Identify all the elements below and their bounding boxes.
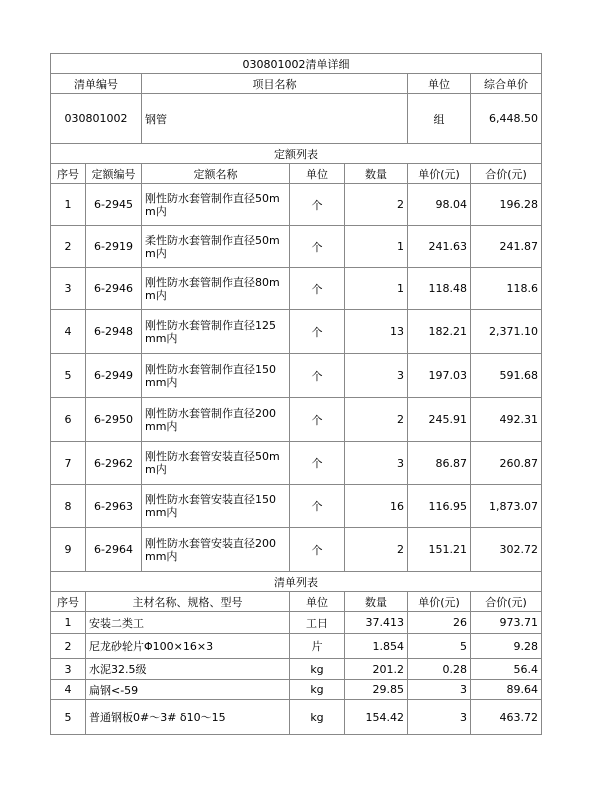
summary-price: 6,448.50: [471, 94, 542, 144]
quota-header-qty: 数量: [345, 164, 408, 184]
quota-price: 86.87: [408, 442, 471, 485]
quota-code: 6-2948: [86, 310, 142, 354]
quota-total: 492.31: [471, 398, 542, 442]
quota-no: 3: [51, 268, 86, 310]
quota-unit: 个: [290, 226, 345, 268]
quota-qty: 3: [345, 354, 408, 398]
quota-qty: 2: [345, 398, 408, 442]
quota-row: [51, 485, 542, 528]
quota-header-no: 序号: [51, 164, 86, 184]
material-price: 3: [408, 680, 471, 700]
material-section-row: [51, 572, 542, 592]
material-unit: kg: [290, 659, 345, 680]
material-total: 56.4: [471, 659, 542, 680]
quota-section-row: [51, 144, 542, 164]
material-qty: 1.854: [345, 634, 408, 659]
quota-header-unit: 单位: [290, 164, 345, 184]
material-header-total: 合价(元): [471, 592, 542, 612]
quota-header-price: 单价(元): [408, 164, 471, 184]
material-unit: kg: [290, 700, 345, 735]
quota-row: [51, 184, 542, 226]
quota-unit: 个: [290, 184, 345, 226]
quota-total: 1,873.07: [471, 485, 542, 528]
material-row: [51, 659, 542, 680]
quota-price: 118.48: [408, 268, 471, 310]
quota-name: 刚性防水套管安装直径150mm内: [142, 485, 290, 528]
quota-row: [51, 528, 542, 572]
quota-code: 6-2950: [86, 398, 142, 442]
quota-qty: 13: [345, 310, 408, 354]
quota-unit: 个: [290, 398, 345, 442]
material-qty: 201.2: [345, 659, 408, 680]
material-name: 安装二类工: [86, 612, 290, 634]
material-header-name: 主材名称、规格、型号: [86, 592, 290, 612]
header-unit: 单位: [408, 74, 471, 94]
quota-name: 刚性防水套管制作直径150mm内: [142, 354, 290, 398]
quota-price: 151.21: [408, 528, 471, 572]
quota-row: [51, 268, 542, 310]
material-name: 水泥32.5级: [86, 659, 290, 680]
material-name: 普通钢板0#～3# δ10～15: [86, 700, 290, 735]
quota-row: [51, 310, 542, 354]
quota-price: 182.21: [408, 310, 471, 354]
quota-no: 2: [51, 226, 86, 268]
quota-row: [51, 442, 542, 485]
quota-total: 260.87: [471, 442, 542, 485]
table-title: 030801002清单详细: [51, 54, 542, 74]
material-qty: 37.413: [345, 612, 408, 634]
quota-code: 6-2949: [86, 354, 142, 398]
quota-no: 8: [51, 485, 86, 528]
quota-row: [51, 398, 542, 442]
quota-no: 7: [51, 442, 86, 485]
detail-table: [50, 53, 542, 735]
quota-qty: 3: [345, 442, 408, 485]
quota-code: 6-2964: [86, 528, 142, 572]
quota-qty: 1: [345, 268, 408, 310]
summary-unit: 组: [408, 94, 471, 144]
quota-qty: 16: [345, 485, 408, 528]
material-total: 9.28: [471, 634, 542, 659]
summary-header-row: [51, 74, 542, 94]
quota-name: 柔性防水套管制作直径50mm内: [142, 226, 290, 268]
quota-no: 1: [51, 184, 86, 226]
quota-qty: 1: [345, 226, 408, 268]
material-unit: 片: [290, 634, 345, 659]
material-no: 1: [51, 612, 86, 634]
quota-unit: 个: [290, 528, 345, 572]
material-no: 5: [51, 700, 86, 735]
quota-no: 6: [51, 398, 86, 442]
quota-row: [51, 226, 542, 268]
quota-name: 刚性防水套管安装直径200mm内: [142, 528, 290, 572]
quota-total: 302.72: [471, 528, 542, 572]
quota-header-name: 定额名称: [142, 164, 290, 184]
quota-code: 6-2919: [86, 226, 142, 268]
material-no: 4: [51, 680, 86, 700]
material-row: [51, 612, 542, 634]
quota-header-code: 定额编号: [86, 164, 142, 184]
quota-code: 6-2945: [86, 184, 142, 226]
material-header-unit: 单位: [290, 592, 345, 612]
quota-name: 刚性防水套管制作直径80mm内: [142, 268, 290, 310]
material-section-title: 清单列表: [51, 572, 542, 592]
material-total: 89.64: [471, 680, 542, 700]
material-qty: 29.85: [345, 680, 408, 700]
quota-header-total: 合价(元): [471, 164, 542, 184]
quota-code: 6-2963: [86, 485, 142, 528]
quota-section-title: 定额列表: [51, 144, 542, 164]
header-project-name: 项目名称: [142, 74, 408, 94]
quota-unit: 个: [290, 310, 345, 354]
summary-row: [51, 94, 542, 144]
quota-total: 2,371.10: [471, 310, 542, 354]
quota-name: 刚性防水套管制作直径50mm内: [142, 184, 290, 226]
quota-price: 197.03: [408, 354, 471, 398]
material-unit: 工日: [290, 612, 345, 634]
material-price: 0.28: [408, 659, 471, 680]
quota-name: 刚性防水套管制作直径200mm内: [142, 398, 290, 442]
header-composite-price: 综合单价: [471, 74, 542, 94]
material-qty: 154.42: [345, 700, 408, 735]
quota-name: 刚性防水套管制作直径125mm内: [142, 310, 290, 354]
material-total: 973.71: [471, 612, 542, 634]
material-unit: kg: [290, 680, 345, 700]
quota-no: 5: [51, 354, 86, 398]
material-no: 3: [51, 659, 86, 680]
quota-header-row: [51, 164, 542, 184]
summary-name: 钢管: [142, 94, 408, 144]
quota-price: 116.95: [408, 485, 471, 528]
quota-no: 9: [51, 528, 86, 572]
quota-unit: 个: [290, 268, 345, 310]
quota-unit: 个: [290, 442, 345, 485]
title-row: [51, 54, 542, 74]
quota-price: 98.04: [408, 184, 471, 226]
material-row: [51, 634, 542, 659]
quota-total: 241.87: [471, 226, 542, 268]
material-price: 5: [408, 634, 471, 659]
quota-unit: 个: [290, 354, 345, 398]
quota-no: 4: [51, 310, 86, 354]
quota-code: 6-2946: [86, 268, 142, 310]
material-row: [51, 680, 542, 700]
quota-price: 241.63: [408, 226, 471, 268]
quota-unit: 个: [290, 485, 345, 528]
material-total: 463.72: [471, 700, 542, 735]
quota-price: 245.91: [408, 398, 471, 442]
quota-total: 118.6: [471, 268, 542, 310]
quota-total: 196.28: [471, 184, 542, 226]
summary-code: 030801002: [51, 94, 142, 144]
quota-name: 刚性防水套管安装直径50mm内: [142, 442, 290, 485]
header-list-code: 清单编号: [51, 74, 142, 94]
quota-code: 6-2962: [86, 442, 142, 485]
material-header-qty: 数量: [345, 592, 408, 612]
quota-total: 591.68: [471, 354, 542, 398]
material-no: 2: [51, 634, 86, 659]
material-header-row: [51, 592, 542, 612]
material-price: 3: [408, 700, 471, 735]
material-header-no: 序号: [51, 592, 86, 612]
material-name: 尼龙砂轮片Φ100×16×3: [86, 634, 290, 659]
quota-qty: 2: [345, 528, 408, 572]
quota-qty: 2: [345, 184, 408, 226]
material-name: 扁钢<-59: [86, 680, 290, 700]
material-row: [51, 700, 542, 735]
quota-row: [51, 354, 542, 398]
material-header-price: 单价(元): [408, 592, 471, 612]
material-price: 26: [408, 612, 471, 634]
